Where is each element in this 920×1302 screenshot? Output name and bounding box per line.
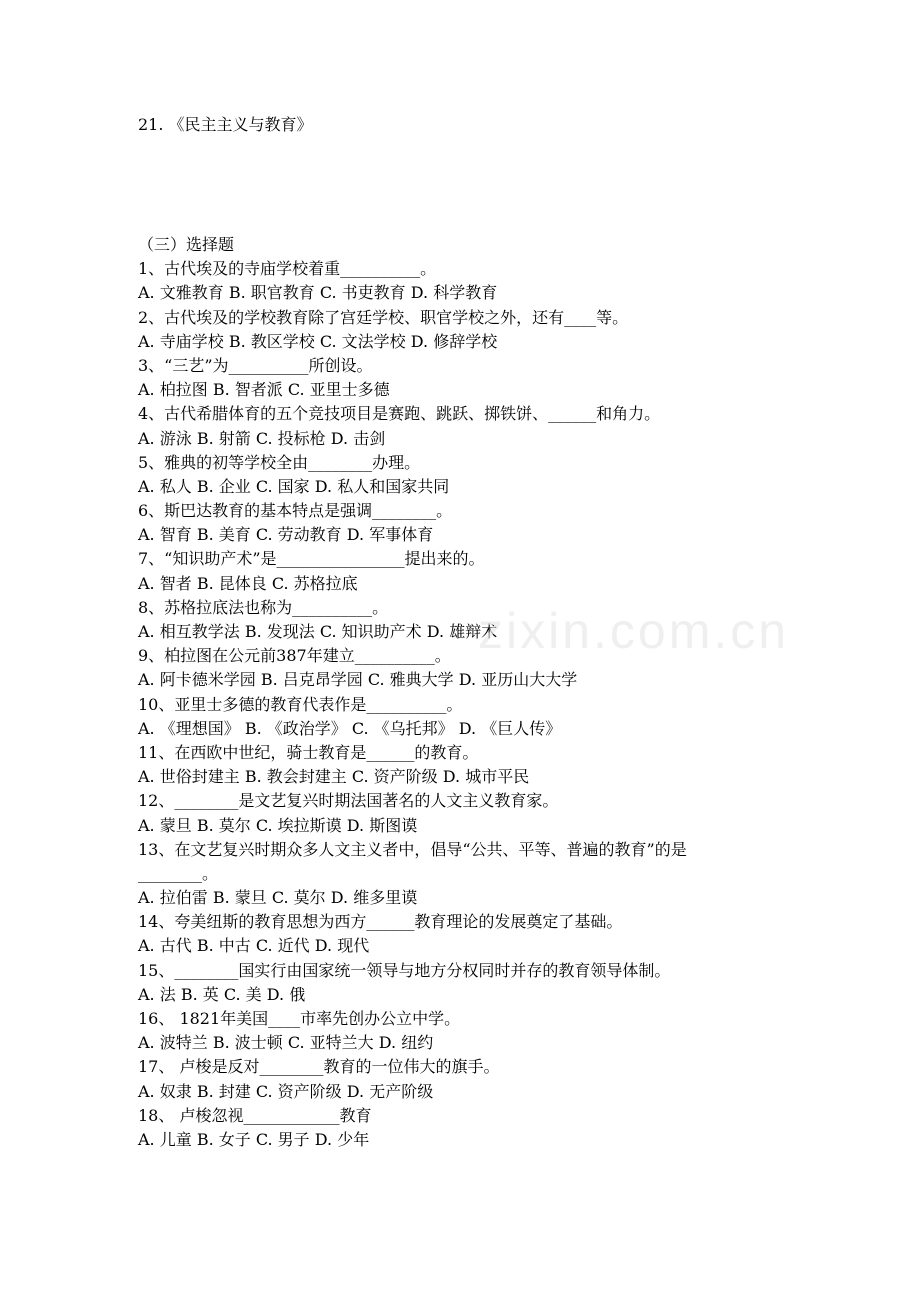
question-line: 17、 卢梭是反对________教育的一位伟大的旗手。 xyxy=(138,1057,500,1077)
question-line: 18、 卢梭忽视____________教育 xyxy=(138,1105,372,1125)
question-line: 4、古代希腊体育的五个竞技项目是赛跑、跳跃、掷铁饼、______和角力。 xyxy=(138,404,661,424)
answer-options: A. 私人 B. 企业 C. 国家 D. 私人和国家共同 xyxy=(138,476,450,496)
answer-options: A. 相互教学法 B. 发现法 C. 知识助产术 D. 雄辩术 xyxy=(138,622,498,641)
question-line: 2、古代埃及的学校教育除了宫廷学校、职官学校之外，还有____等。 xyxy=(138,307,629,327)
answer-options: A. 文雅教育 B. 职官教育 C. 书吏教育 D. 科学教育 xyxy=(138,283,498,303)
question-line: ________。 xyxy=(138,863,219,883)
question-line: 8、苏格拉底法也称为__________。 xyxy=(138,597,389,617)
question-line: 9、柏拉图在公元前387年建立__________。 xyxy=(138,646,451,666)
question-line: 1、古代埃及的寺庙学校着重__________。 xyxy=(138,259,437,279)
answer-options: A. 阿卡德米学园 B. 吕克昂学园 C. 雅典大学 D. 亚历山大大学 xyxy=(138,670,578,690)
answer-options: A. 波特兰 B. 波士顿 C. 亚特兰大 D. 纽约 xyxy=(138,1033,434,1053)
watermark: zixin.com.cn xyxy=(478,603,790,659)
question-line: 16、 1821年美国____市率先创办公立中学。 xyxy=(138,1009,461,1028)
question-line: 15、________国实行由国家统一领导与地方分权同时并存的教育领导体制。 xyxy=(138,960,671,980)
question-line: 6、斯巴达教育的基本特点是强调________。 xyxy=(138,501,453,521)
question-list xyxy=(138,257,818,1152)
question-line: 11、在西欧中世纪，骑士教育是______的教育。 xyxy=(138,742,479,762)
answer-options: A. 蒙旦 B. 莫尔 C. 埃拉斯谟 D. 斯图谟 xyxy=(138,815,418,835)
answer-options: A. 拉伯雷 B. 蒙旦 C. 莫尔 D. 维多里谟 xyxy=(138,888,418,908)
answer-options: A. 寺庙学校 B. 教区学校 C. 文法学校 D. 修辞学校 xyxy=(138,331,498,351)
question-line: 10、亚里士多德的教育代表作是__________。 xyxy=(138,694,463,714)
section-title: （三）选择题 xyxy=(138,235,235,254)
question-line: 3、“三艺”为__________所创设。 xyxy=(138,355,373,375)
question-line: 14、夸美纽斯的教育思想为西方______教育理论的发展奠定了基础。 xyxy=(138,912,623,932)
answer-options: A. 世俗封建主 B. 教会封建主 C. 资产阶级 D. 城市平民 xyxy=(138,767,530,787)
question-line: 13、在文艺复兴时期众多人文主义者中，倡导“公共、平等、普遍的教育”的是 xyxy=(138,839,687,859)
answer-options: A. 《理想国》 B. 《政治学》 C. 《乌托邦》 D. 《巨人传》 xyxy=(138,718,562,738)
answer-options: A. 儿童 B. 女子 C. 男子 D. 少年 xyxy=(138,1129,370,1149)
answer-options: A. 奴隶 B. 封建 C. 资产阶级 D. 无产阶级 xyxy=(138,1081,434,1101)
answer-options: A. 柏拉图 B. 智者派 C. 亚里士多德 xyxy=(138,380,390,400)
term-21-heading: 21. 《民主主义与教育》 xyxy=(138,115,313,134)
answer-options: A. 智育 B. 美育 C. 劳动教育 D. 军事体育 xyxy=(138,525,434,545)
answer-options: A. 法 B. 英 C. 美 D. 俄 xyxy=(138,984,306,1004)
answer-options: A. 古代 B. 中古 C. 近代 D. 现代 xyxy=(138,936,370,956)
question-line: 7、“知识助产术”是________________提出来的。 xyxy=(138,549,485,569)
question-line: 12、________是文艺复兴时期法国著名的人文主义教育家。 xyxy=(138,791,559,811)
answer-options: A. 智者 B. 昆体良 C. 苏格拉底 xyxy=(138,573,358,593)
answer-options: A. 游泳 B. 射箭 C. 投标枪 D. 击剑 xyxy=(138,428,386,448)
multiple-choice-section xyxy=(138,233,818,1152)
question-line: 5、雅典的初等学校全由________办理。 xyxy=(138,452,421,472)
